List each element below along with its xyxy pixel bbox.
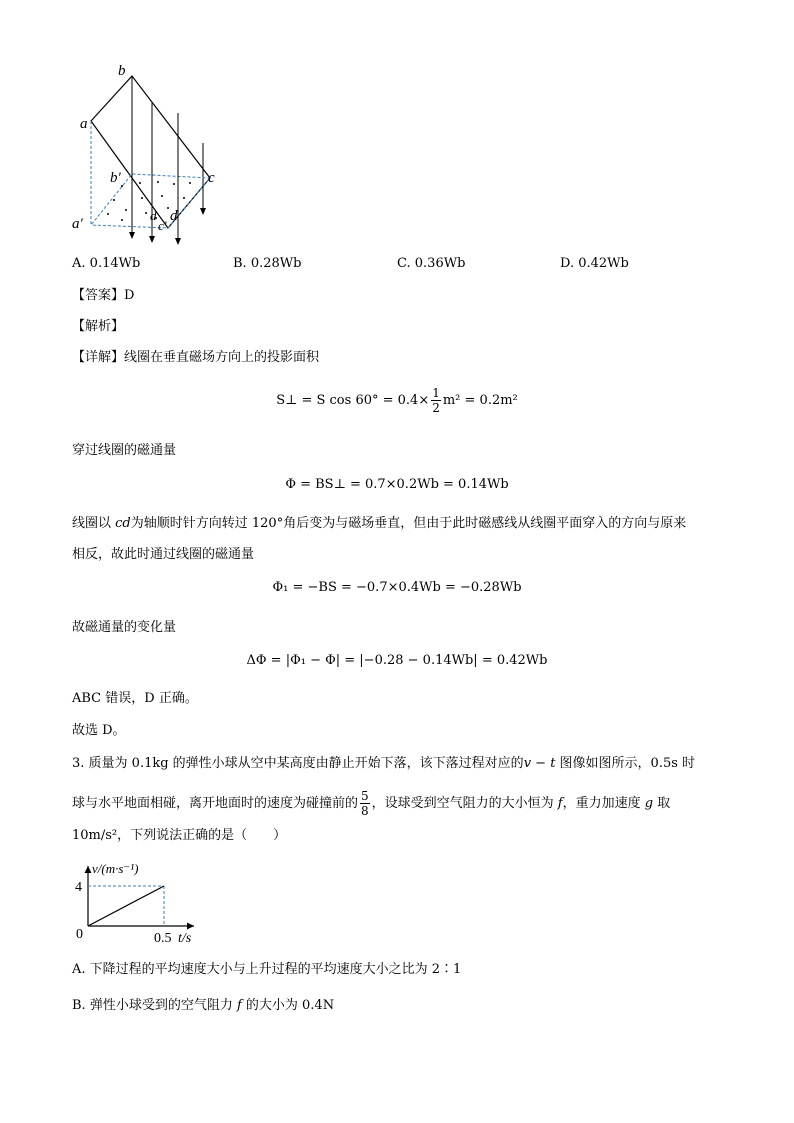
x-axis-label: t/s [178, 931, 192, 946]
label-a: a [80, 116, 88, 132]
detail-line-5: 故磁通量的变化量 [72, 620, 177, 635]
label-c-prime: c′ [158, 218, 167, 233]
equation-4: ΔΦ = |Φ₁ − Φ| = |−0.28 − 0.14Wb| = 0.42Wb [246, 653, 548, 668]
label-b-prime: b′ [110, 170, 121, 186]
answer-line [72, 287, 134, 305]
arrow-head [149, 236, 155, 243]
answer-value: D [124, 288, 135, 303]
arrow-head [200, 208, 206, 215]
analysis-label: 【解析】 [72, 319, 125, 334]
arrow-head [129, 232, 135, 239]
series-line [88, 886, 164, 926]
detail-line-1: 【详解】线圈在垂直磁场方向上的投影面积 [72, 350, 320, 365]
detail-line-2: 穿过线圈的磁通量 [72, 443, 177, 458]
q3-option-b: B. 弹性小球受到的空气阻力 f 的大小为 0.4N [72, 998, 335, 1013]
y-axis-label: v/(m·s⁻¹) [92, 861, 139, 876]
equation-2: Φ = BS⊥ = 0.7×0.2Wb = 0.14Wb [285, 477, 509, 492]
option-b: B. 0.28Wb [233, 256, 302, 271]
q3-option-a: A. 下降过程的平均速度大小与上升过程的平均速度大小之比为 2∶1 [72, 962, 462, 977]
label-d-lower: d [150, 208, 157, 223]
option-d: D. 0.42Wb [560, 256, 629, 271]
vt-chart [70, 860, 210, 950]
detail-line-4: 相反，故此时通过线圈的磁通量 [72, 547, 255, 562]
label-c: c [208, 170, 215, 186]
detail-line-3: 线圈以 cd为轴顺时针方向转过 120°角后变为与磁场垂直，但由于此时磁感线从线圈平面穿入的方向与原来 [72, 516, 687, 531]
arrow-head [175, 238, 181, 245]
y-tick-label: 4 [75, 880, 82, 895]
q3-line-3: 10m/s²，下列说法正确的是（ ） [72, 828, 287, 843]
origin-label: 0 [76, 927, 83, 942]
option-a: A. 0.14Wb [72, 256, 141, 271]
equation-1: S⊥ = S cos 60° = 0.4× $\frac{1}{2}$ m² = 0.2m² [276, 386, 518, 415]
label-d: d [170, 208, 178, 224]
q3-line-1: 3. 质量为 0.1kg 的弹性小球从空中某高度由静止开始下落，该下落过程对应的v − t 图像如图所示，0.5s 时 [72, 756, 696, 771]
detail-line-6: ABC 错误，D 正确。 [72, 691, 198, 706]
detail-line-7: 故选 D。 [72, 723, 126, 738]
option-c: C. 0.36Wb [397, 256, 466, 271]
q3-line-2: 球与水平地面相碰，离开地面时的速度为碰撞前的 $\frac{5}{8}$ ，设球受到空气阻力的大小恒为 f，重力加速度 g 取 [72, 789, 671, 818]
coil-frame [91, 76, 210, 228]
coil-figure [70, 58, 230, 248]
label-a-prime: a′ [72, 216, 83, 232]
equation-3: Φ₁ = −BS = −0.7×0.4Wb = −0.28Wb [272, 580, 522, 595]
label-b: b [118, 63, 126, 79]
x-tick-label: 0.5 [154, 931, 172, 946]
answer-label: 【答案】 [72, 288, 125, 303]
